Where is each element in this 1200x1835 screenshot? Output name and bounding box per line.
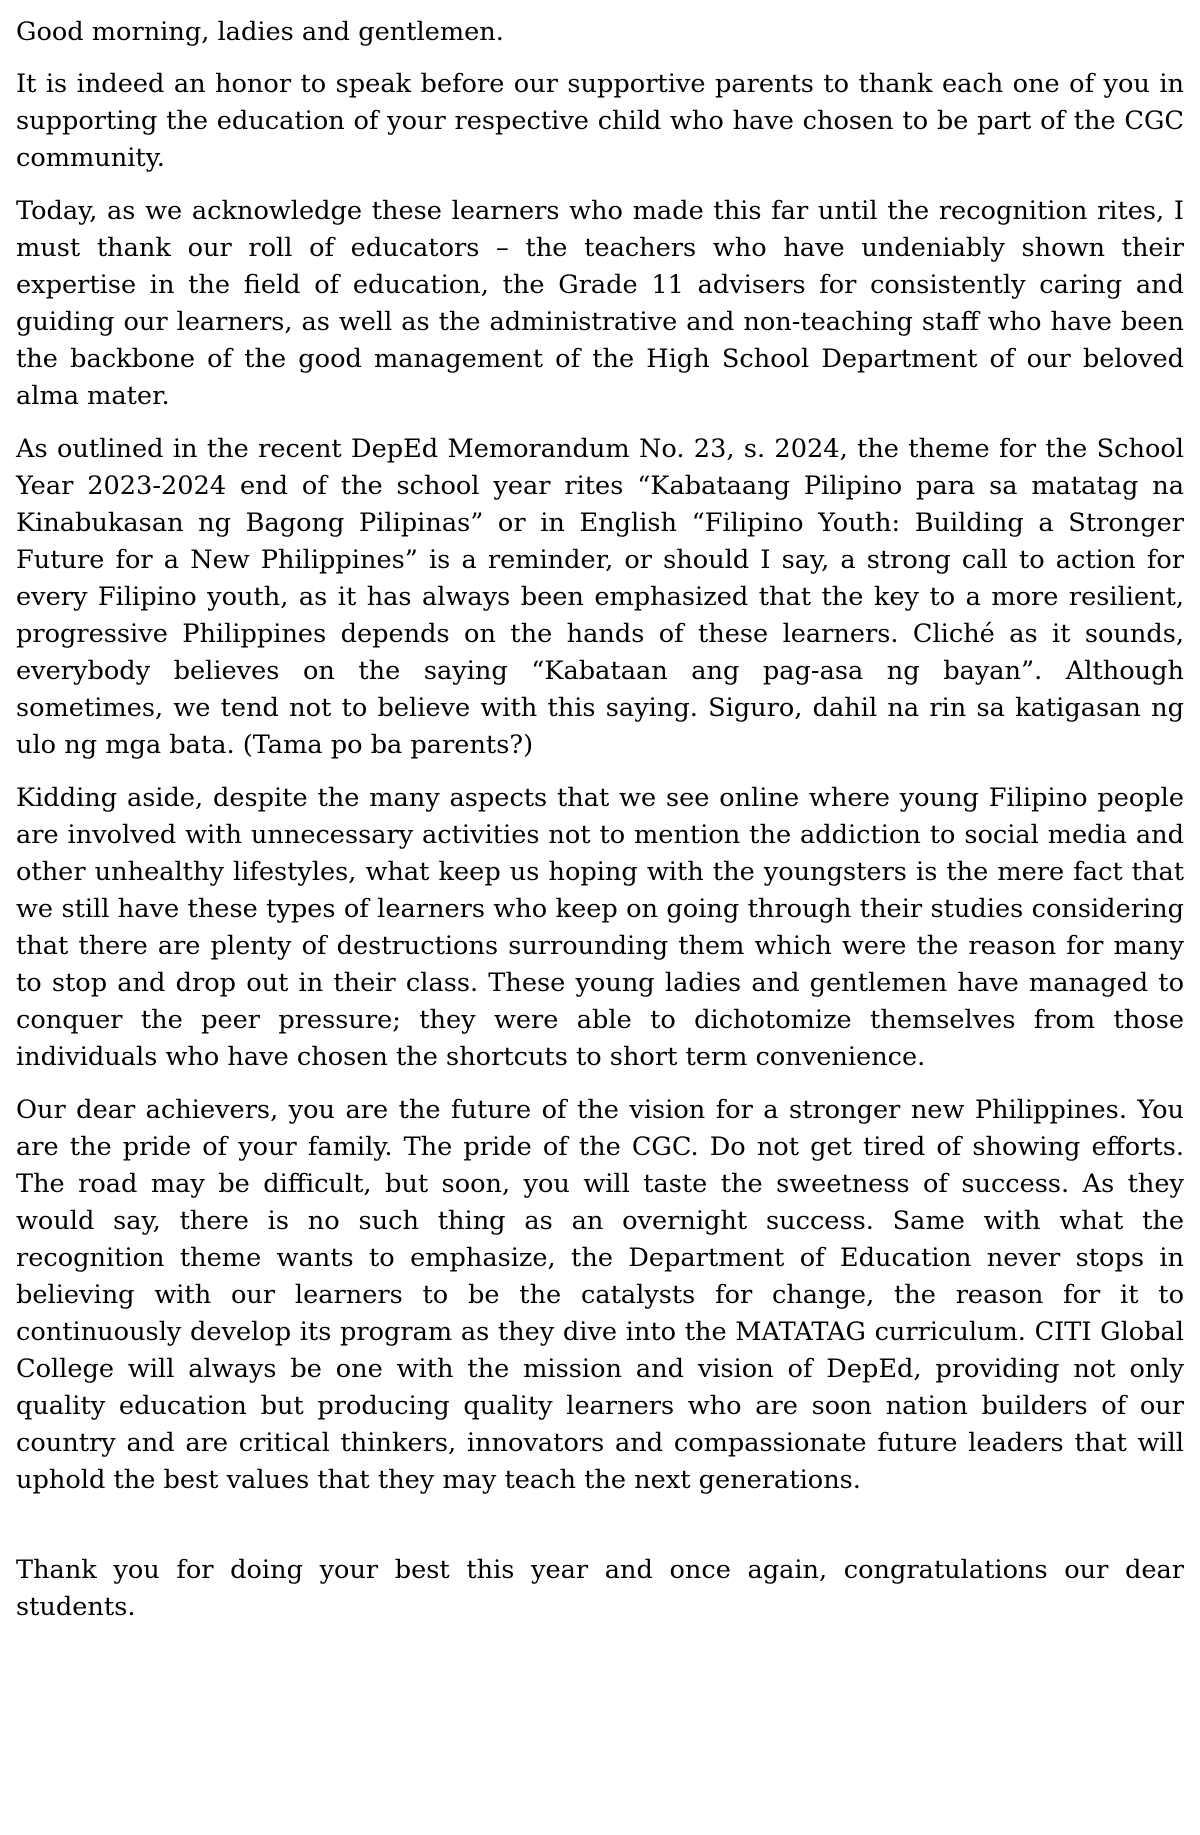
greeting-paragraph: Good morning, ladies and gentlemen.: [16, 17, 504, 47]
blank-line-spacer: [16, 1515, 1184, 1552]
paragraph-achievers: Our dear achievers, you are the future of the vision for a stronger new Philippines. You are the pride of your family. The pride of the CGC. Do not get tired of showing efforts. The road may be difficult, but soon, you will taste the sweetness of success. As they would say, there is no such thing as an overnight success. Same with what the recognition theme wants to emphasize, the Department of Education never stops in believing with our learners to be the catalysts for change, the reason for it to continuously develop its program as they dive into the MATATAG curriculum. CITI Global College will always be one with the mission and vision of DepEd, providing not only quality education but producing quality learners who are soon nation builders of our country and are critical thinkers, innovators and compassionate future leaders that will uphold the best values that they may teach the next generations.: [16, 1095, 1184, 1495]
closing-paragraph: Thank you for doing your best this year and once again, congratulations our dear students.: [16, 1555, 1184, 1622]
paragraph-theme: As outlined in the recent DepEd Memorandum No. 23, s. 2024, the theme for the School Year 2023-2024 end of the school year rites “Kabataang Pilipino para sa matatag na Kinabukasan ng Bagong Pilipinas” or in English “Filipino Youth: Building a Stronger Future for a New Philippines” is a reminder, or should I say, a strong call to action for every Filipino youth, as it has always been emphasized that the key to a more resilient, progressive Philippines depends on the hands of these learners. Cliché as it sounds, everybody believes on the saying “Kabataan ang pag-asa ng bayan”. Although sometimes, we tend not to believe with this saying. Siguro, dahil na rin sa katigasan ng ulo ng mga bata. (Tama po ba parents?): [16, 434, 1184, 760]
paragraph-thanks-parents: It is indeed an honor to speak before our supportive parents to thank each one of you in supporting the education of your respective child who have chosen to be part of the CGC community.: [16, 69, 1184, 173]
paragraph-thanks-educators: Today, as we acknowledge these learners who made this far until the recognition rites, I must thank our roll of educators – the teachers who have undeniably shown their expertise in the field of education, the Grade 11 advisers for consistently caring and guiding our learners, as well as the administrative and non-teaching staff who have been the backbone of the good management of the High School Department of our beloved alma mater.: [16, 196, 1184, 411]
paragraph-kidding-aside: Kidding aside, despite the many aspects that we see online where young Filipino people are involved with unnecessary activities not to mention the addiction to social media and other unhealthy lifestyles, what keep us hoping with the youngsters is the mere fact that we still have these types of learners who keep on going through their studies considering that there are plenty of destructions surrounding them which were the reason for many to stop and drop out in their class. These young ladies and gentlemen have managed to conquer the peer pressure; they were able to dichotomize themselves from those individuals who have chosen the shortcuts to short term convenience.: [16, 783, 1184, 1072]
